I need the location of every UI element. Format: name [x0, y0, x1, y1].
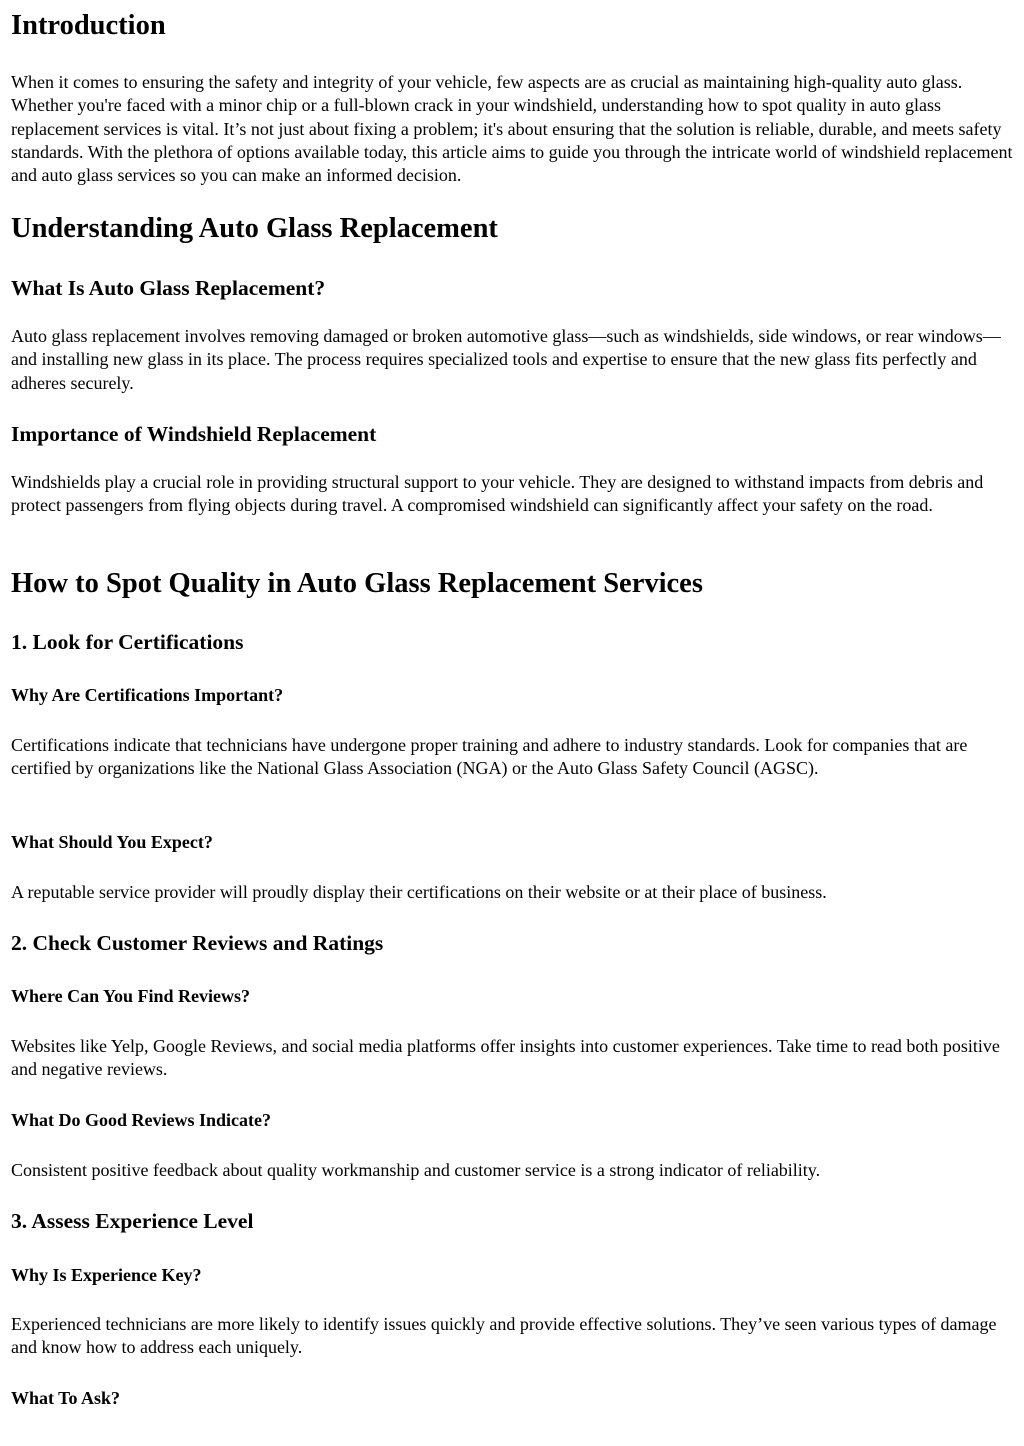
intro-paragraph: When it comes to ensuring the safety and integrity of your vehicle, few aspects are as crucial as maintaining high-quality auto glass. Whether you're faced with a minor chip or a full-blown crack in your windshield, understanding how to spot quality in auto glass replacement services is vital. It’s not just about fixing a problem; it's about ensuring that the solution is reliable, durable, and meets safety standards. With the plethora of options available today, this article aims to guide you through the intricate world of windshield replacement and auto glass services so you can make an informed decision.	[11, 72, 1013, 186]
experience-ask-heading: What To Ask?	[11, 1388, 121, 1408]
experience-heading: 3. Assess Experience Level	[11, 1209, 254, 1233]
cert-why-paragraph: Certifications indicate that technicians have undergone proper training and adhere to industry standards. Look for companies that are certified by organizations like the National Glass Association (NGA) or the Auto Glass Safety Council (AGSC).	[11, 735, 968, 779]
reviews-heading: 2. Check Customer Reviews and Ratings	[11, 931, 384, 955]
importance-paragraph: Windshields play a crucial role in providing structural support to your vehicle. They are designed to withstand impacts from debris and protect passengers from flying objects during travel. A compromised windshield can significantly affect your safety on the road.	[11, 472, 984, 516]
understanding-heading: Understanding Auto Glass Replacement	[11, 213, 498, 244]
reviews-where-heading: Where Can You Find Reviews?	[11, 986, 251, 1006]
what-is-paragraph: Auto glass replacement involves removing damaged or broken automotive glass—such as windshields, side windows, or rear windows—and installing new glass in its place. The process requires specialized tools and expertise to ensure that the new glass fits perfectly and adheres securely.	[11, 326, 1001, 393]
intro-heading: Introduction	[11, 10, 166, 41]
experience-why-heading: Why Is Experience Key?	[11, 1265, 202, 1285]
experience-why-paragraph: Experienced technicians are more likely to identify issues quickly and provide effective solutions. They’ve seen various types of damage and know how to address each uniquely.	[11, 1314, 997, 1358]
cert-why-heading: Why Are Certifications Important?	[11, 685, 284, 705]
reviews-where-paragraph: Websites like Yelp, Google Reviews, and social media platforms offer insights into customer experiences. Take time to read both positive and negative reviews.	[11, 1036, 1000, 1080]
what-is-heading: What Is Auto Glass Replacement?	[11, 276, 326, 300]
cert-heading: 1. Look for Certifications	[11, 630, 244, 654]
cert-expect-heading: What Should You Expect?	[11, 832, 213, 852]
reviews-good-heading: What Do Good Reviews Indicate?	[11, 1110, 271, 1130]
how-to-spot-heading: How to Spot Quality in Auto Glass Replacement Services	[11, 568, 703, 599]
cert-expect-paragraph: A reputable service provider will proudly display their certifications on their website or at their place of business.	[11, 882, 827, 902]
reviews-good-paragraph: Consistent positive feedback about quality workmanship and customer service is a strong indicator of reliability.	[11, 1160, 821, 1180]
importance-heading: Importance of Windshield Replacement	[11, 422, 377, 446]
